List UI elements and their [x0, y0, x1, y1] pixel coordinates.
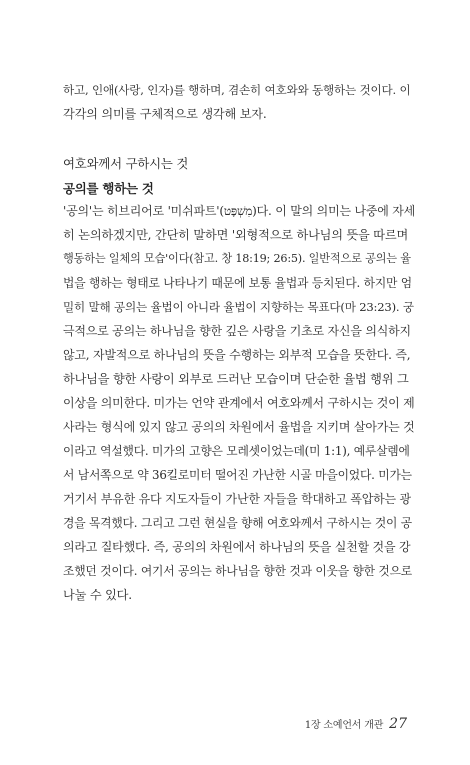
- text-line: 각각의 의미를 구체적으로 생각해 보자.: [63, 107, 267, 121]
- text-line: 사라는 형식에 있지 않고 공의의 차원에서 율법을 지키며 살아가는 것: [63, 420, 415, 434]
- chapter-title: 1장 소예언서 개관: [304, 720, 384, 731]
- text-line: 밀히 말해 공의는 율법이 아니라 율법이 지향하는 목표다(마 23:23). 궁: [63, 300, 414, 314]
- text-line: 의라고 질타했다. 즉, 공의의 차원에서 하나님의 뜻을 실천할 것을 강: [63, 540, 411, 554]
- page-footer: [305, 713, 407, 732]
- text-line: 이상을 의미한다. 미가는 언약 관계에서 여호와께서 구하시는 것이 제: [63, 396, 415, 410]
- body-paragraph: [63, 199, 415, 607]
- subsection-heading: 공의를 행하는 것: [63, 181, 154, 196]
- intro-paragraph: [63, 78, 415, 126]
- text-line: 이라고 역설했다. 미가의 고향은 모레셋이었는데(미 1:1), 예루살렘에: [63, 444, 410, 458]
- text-line: 하고, 인애(사랑, 인자)를 행하며, 겸손히 여호와와 동행하는 것이다. 이: [63, 83, 411, 97]
- text-line: 경을 목격했다. 그리고 그런 현실을 향해 여호와께서 구하시는 것이 공: [63, 516, 412, 530]
- text-line: 거기서 부유한 유다 지도자들이 가난한 자들을 학대하고 폭압하는 광: [63, 492, 411, 506]
- text-line: 법을 행하는 형태로 나타나기 때문에 보통 율법과 등치된다. 하지만 엄: [63, 276, 412, 290]
- text-line: 서 남서쪽으로 약 36킬로미터 떨어진 가난한 시골 마을이었다. 미가는: [63, 468, 412, 482]
- page-number: 27: [389, 716, 407, 732]
- text-line: 하나님을 향한 사랑이 외부로 드러난 모습이며 단순한 율법 행위 그: [63, 372, 409, 386]
- text-line: 않고, 자발적으로 하나님의 뜻을 수행하는 외부적 모습을 뜻한다. 즉,: [63, 348, 411, 362]
- text-line: 조했던 것이다. 여기서 공의는 하나님을 향한 것과 이웃을 향한 것으로: [63, 564, 412, 578]
- text-line: 나눌 수 있다.: [63, 588, 132, 602]
- text-line: '공의'는 히브리어로 '미쉬파트'(מִשְׁפָּט)다. 이 말의 의미는 나중에 자세: [63, 204, 416, 218]
- section-heading: 여호와께서 구하시는 것: [63, 156, 189, 171]
- text-line: 극적으로 공의는 하나님을 향한 깊은 사랑을 기초로 자신을 의식하지: [63, 324, 411, 338]
- text-line: 행동하는 일체의 모습'이다(참고. 창 18:19; 26:5). 일반적으로 공의는 율: [63, 252, 411, 265]
- text-line: 히 논의하겠지만, 간단히 말하면 '외형적으로 하나님의 뜻을 따르며: [63, 228, 409, 242]
